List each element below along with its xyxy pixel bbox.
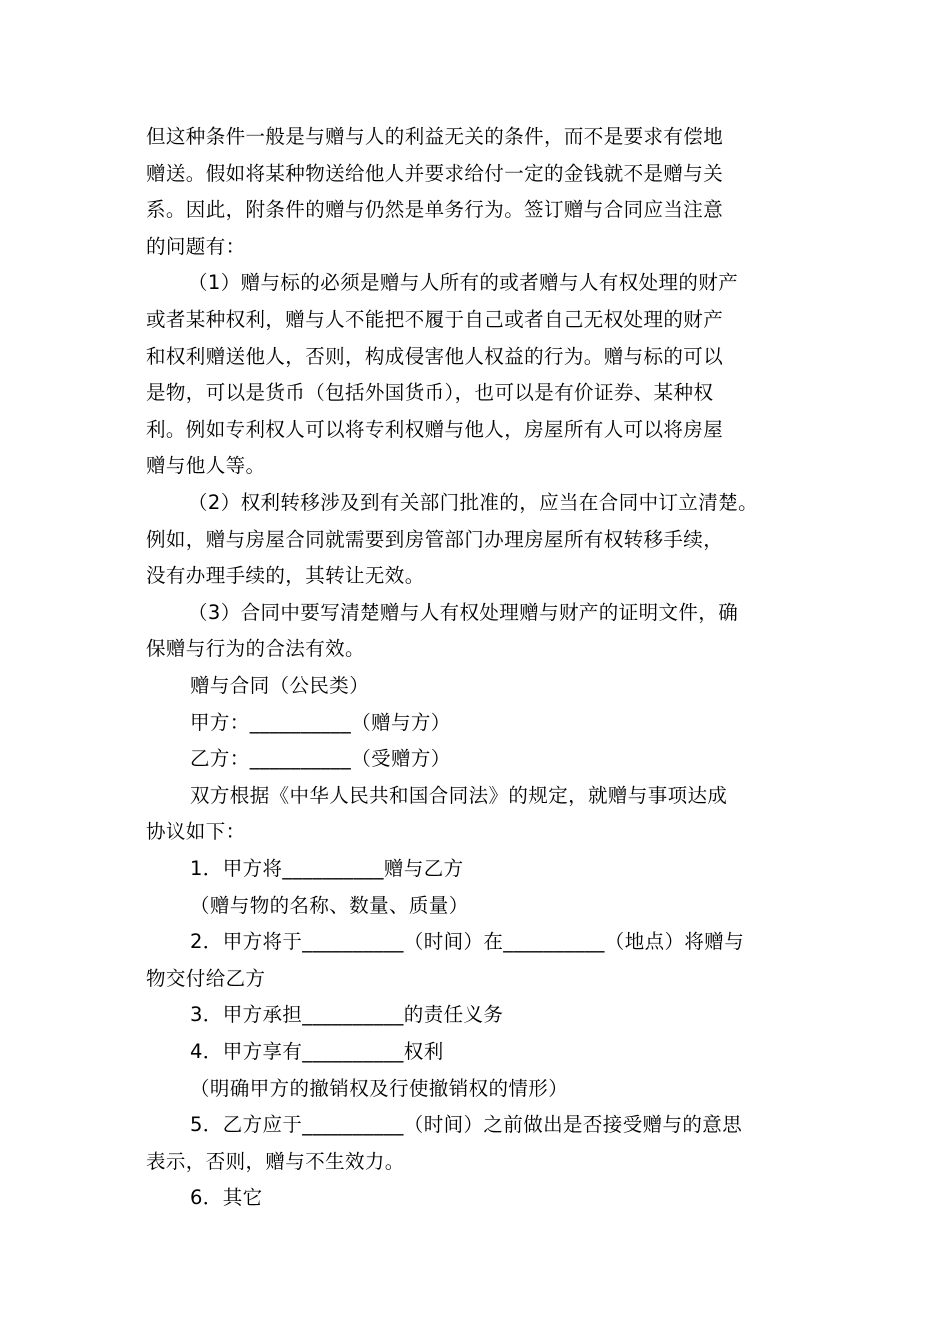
paragraph-line: 是物，可以是货币（包括外国货币），也可以是有价证券、某种权 (146, 381, 714, 404)
clause-line: 3．甲方承担__________的责任义务 (190, 1003, 504, 1026)
clause-line: 2．甲方将于__________（时间）在__________（地点）将赠与 (190, 930, 745, 953)
clause-line: 1．甲方将__________赠与乙方 (190, 857, 464, 880)
paragraph-line: 系。因此，附条件的赠与仍然是单务行为。签订赠与合同应当注意 (146, 198, 724, 221)
paragraph-line: （2）权利转移涉及到有关部门批准的，应当在合同中订立清楚。 (188, 491, 759, 514)
paragraph-line: （1）赠与标的必须是赠与人所有的或者赠与人有权处理的财产 (188, 271, 739, 294)
contract-title: 赠与合同（公民类） (190, 674, 370, 697)
paragraph-line: 没有办理手续的，其转让无效。 (146, 564, 425, 587)
paragraph-line: 双方根据《中华人民共和国合同法》的规定，就赠与事项达成 (190, 784, 728, 807)
paragraph-line: 和权利赠送他人，否则，构成侵害他人权益的行为。赠与标的可以 (146, 345, 724, 368)
paragraph-line: 例如，赠与房屋合同就需要到房管部门办理房屋所有权转移手续， (146, 528, 724, 551)
paragraph-line: 赠送。假如将某种物送给他人并要求给付一定的金钱就不是赠与关 (146, 162, 724, 185)
clause-note: （赠与物的名称、数量、质量） (190, 894, 469, 917)
clause-line: 4．甲方享有__________权利 (190, 1040, 444, 1063)
clause-line: 5．乙方应于__________（时间）之前做出是否接受赠与的意思 (190, 1113, 743, 1136)
paragraph-line: 但这种条件一般是与赠与人的利益无关的条件，而不是要求有偿地 (146, 125, 724, 148)
clause-line: 物交付给乙方 (146, 967, 266, 990)
paragraph-line: 的问题有： (146, 235, 246, 258)
paragraph-line: 赠与他人等。 (146, 454, 266, 477)
clause-note: （明确甲方的撤销权及行使撤销权的情形） (190, 1077, 569, 1100)
paragraph-line: 协议如下： (146, 820, 246, 843)
clause-line: 表示，否则，赠与不生效力。 (146, 1150, 405, 1173)
clause-line: 6．其它 (190, 1186, 263, 1209)
paragraph-line: 或者某种权利，赠与人不能把不履于自己或者自己无权处理的财产 (146, 308, 724, 331)
paragraph-line: （3）合同中要写清楚赠与人有权处理赠与财产的证明文件，确 (188, 601, 739, 624)
paragraph-line: 利。例如专利权人可以将专利权赠与他人，房屋所有人可以将房屋 (146, 418, 724, 441)
party-a-line: 甲方：__________（赠与方） (190, 711, 451, 734)
paragraph-line: 保赠与行为的合法有效。 (146, 637, 365, 660)
party-b-line: 乙方：__________（受赠方） (190, 747, 451, 770)
